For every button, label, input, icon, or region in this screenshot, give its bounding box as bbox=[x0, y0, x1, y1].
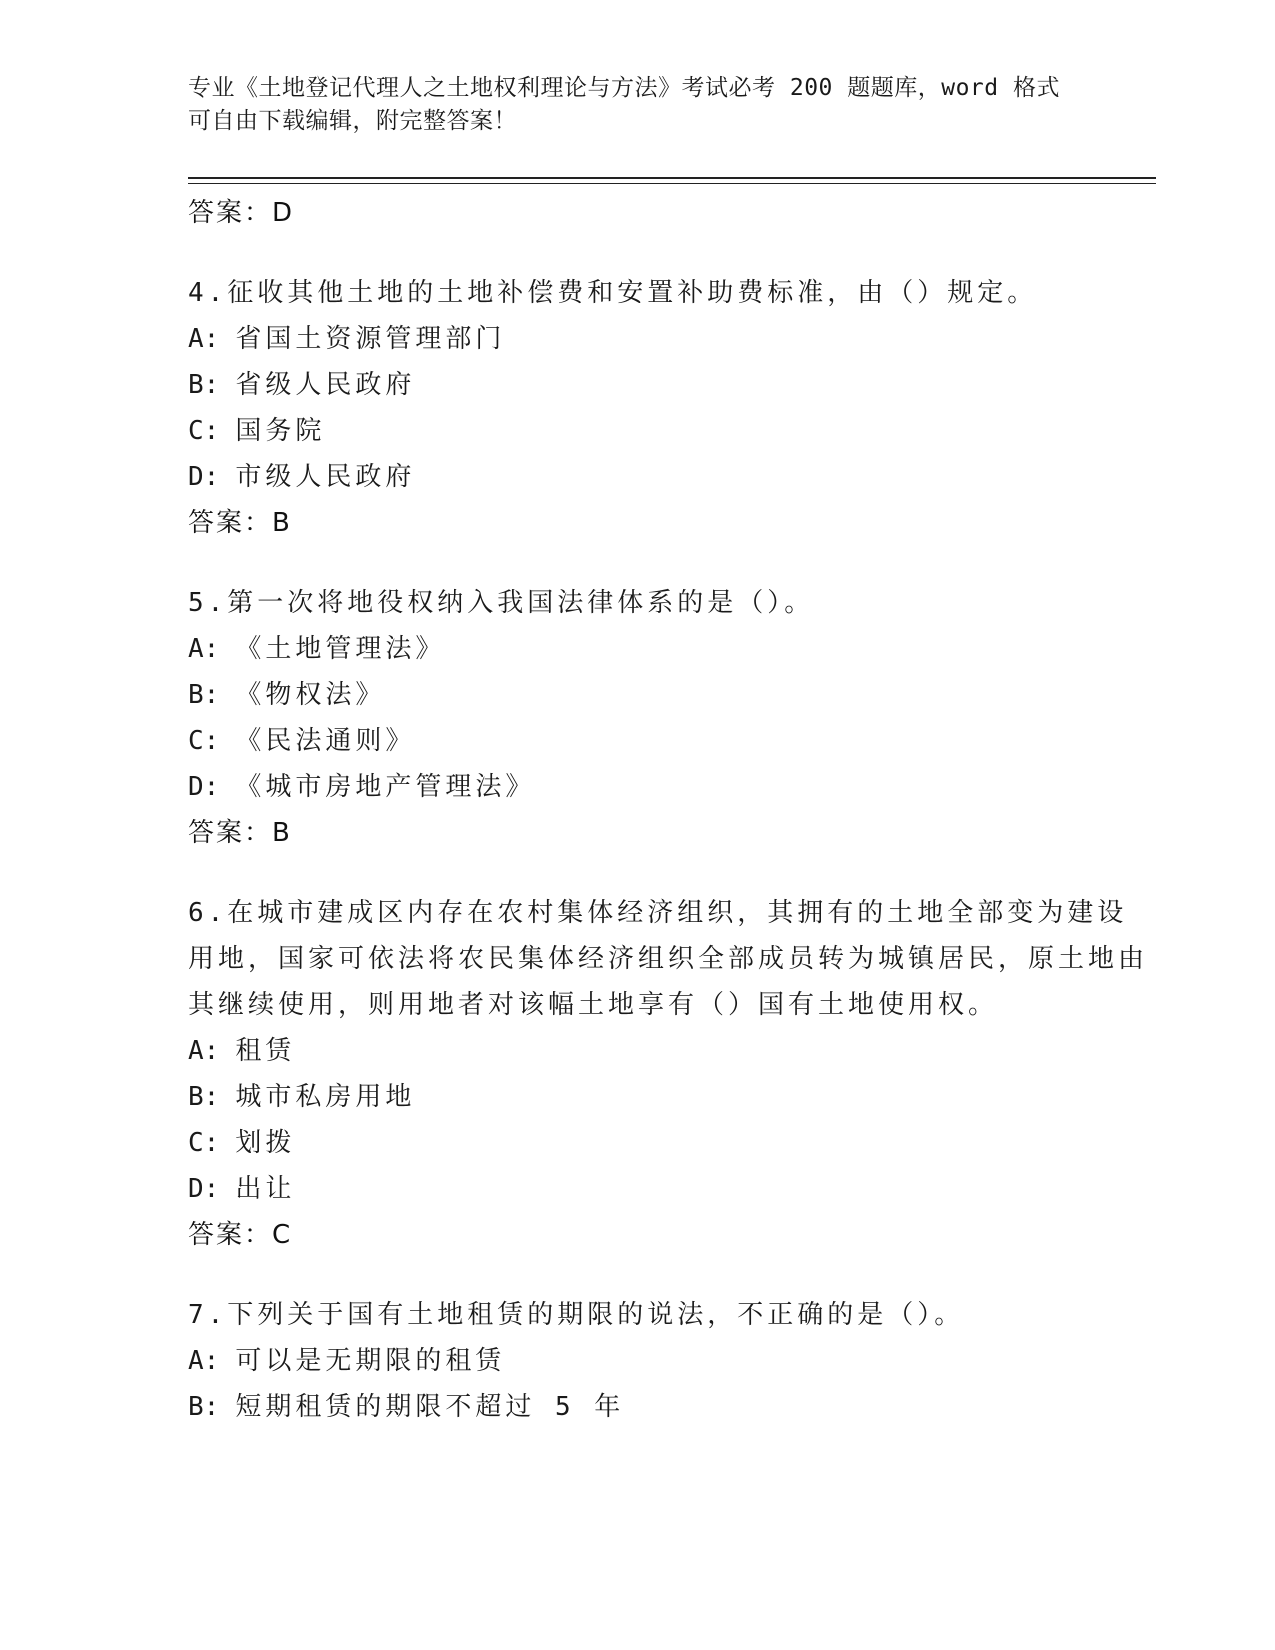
option-text: 《物权法》 bbox=[235, 680, 386, 710]
option-text: 国务院 bbox=[235, 416, 326, 446]
option-text: 城市私房用地 bbox=[235, 1082, 416, 1112]
header-divider-thin bbox=[188, 183, 1156, 184]
question-stem: 7.下列关于国有土地租赁的期限的说法，不正确的是（）。 bbox=[188, 1300, 965, 1330]
option-key: A: bbox=[188, 1036, 220, 1066]
option-key: B: bbox=[188, 680, 220, 710]
question-block bbox=[188, 890, 1148, 1258]
option-key: C: bbox=[188, 726, 220, 756]
option-d bbox=[188, 454, 1148, 500]
answer-value: D bbox=[272, 198, 293, 228]
question-stem: 5.第一次将地役权纳入我国法律体系的是（）。 bbox=[188, 588, 815, 618]
option-text: 《城市房地产管理法》 bbox=[235, 772, 536, 802]
question-stem: 6.在城市建成区内存在农村集体经济组织，其拥有的土地全部变为建设用地，国家可依法将农民集体经济组织全部成员转为城镇居民，原土地由其继续使用，则用地者对该幅土地享有（）国有土地使用权。 bbox=[188, 898, 1149, 1020]
option-text: 租赁 bbox=[235, 1036, 296, 1066]
option-a bbox=[188, 1028, 1148, 1074]
option-d bbox=[188, 1166, 1148, 1212]
question-block bbox=[188, 1292, 1148, 1430]
option-c bbox=[188, 408, 1148, 454]
question-block bbox=[188, 580, 1148, 856]
option-key: B: bbox=[188, 370, 220, 400]
answer-label: 答案： bbox=[188, 1220, 273, 1250]
option-text: 可以是无期限的租赁 bbox=[235, 1346, 506, 1376]
option-key: A: bbox=[188, 324, 220, 354]
option-c bbox=[188, 718, 1148, 764]
option-key: D: bbox=[188, 772, 220, 802]
header-divider-thick bbox=[188, 177, 1156, 179]
option-text: 《民法通则》 bbox=[235, 726, 416, 756]
option-text: 出让 bbox=[235, 1174, 296, 1204]
option-key: A: bbox=[188, 1346, 220, 1376]
answer-value: B bbox=[272, 508, 290, 538]
answer-value: C bbox=[272, 1220, 291, 1250]
option-b bbox=[188, 1384, 1148, 1430]
question-list bbox=[188, 190, 1148, 1430]
option-text: 《土地管理法》 bbox=[235, 634, 446, 664]
option-key: D: bbox=[188, 1174, 220, 1204]
option-text: 短期租赁的期限不超过 5 年 bbox=[235, 1392, 625, 1422]
option-key: B: bbox=[188, 1082, 220, 1112]
answer-label: 答案： bbox=[188, 198, 273, 228]
document-header bbox=[188, 72, 1068, 138]
option-b bbox=[188, 1074, 1148, 1120]
option-key: A: bbox=[188, 634, 220, 664]
option-b bbox=[188, 362, 1148, 408]
header-line-1: 专业《土地登记代理人之土地权利理论与方法》考试必考 200 题题库，word 格式 bbox=[188, 75, 1060, 101]
option-key: B: bbox=[188, 1392, 220, 1422]
answer-line bbox=[188, 190, 1148, 236]
answer-line bbox=[188, 1212, 1148, 1258]
option-d bbox=[188, 764, 1148, 810]
option-b bbox=[188, 672, 1148, 718]
header-line-2: 可自由下载编辑，附完整答案！ bbox=[188, 108, 517, 134]
option-key: C: bbox=[188, 1128, 220, 1158]
answer-value: B bbox=[272, 818, 290, 848]
question-stem: 4.征收其他土地的土地补偿费和安置补助费标准，由（）规定。 bbox=[188, 278, 1038, 308]
option-text: 市级人民政府 bbox=[235, 462, 416, 492]
option-a bbox=[188, 1338, 1148, 1384]
option-key: C: bbox=[188, 416, 220, 446]
option-key: D: bbox=[188, 462, 220, 492]
option-a bbox=[188, 626, 1148, 672]
option-text: 划拨 bbox=[235, 1128, 296, 1158]
option-text: 省级人民政府 bbox=[235, 370, 416, 400]
option-c bbox=[188, 1120, 1148, 1166]
answer-line bbox=[188, 810, 1148, 856]
answer-line bbox=[188, 500, 1148, 546]
option-text: 省国土资源管理部门 bbox=[235, 324, 506, 354]
option-a bbox=[188, 316, 1148, 362]
answer-label: 答案： bbox=[188, 818, 273, 848]
question-block bbox=[188, 270, 1148, 546]
answer-label: 答案： bbox=[188, 508, 273, 538]
